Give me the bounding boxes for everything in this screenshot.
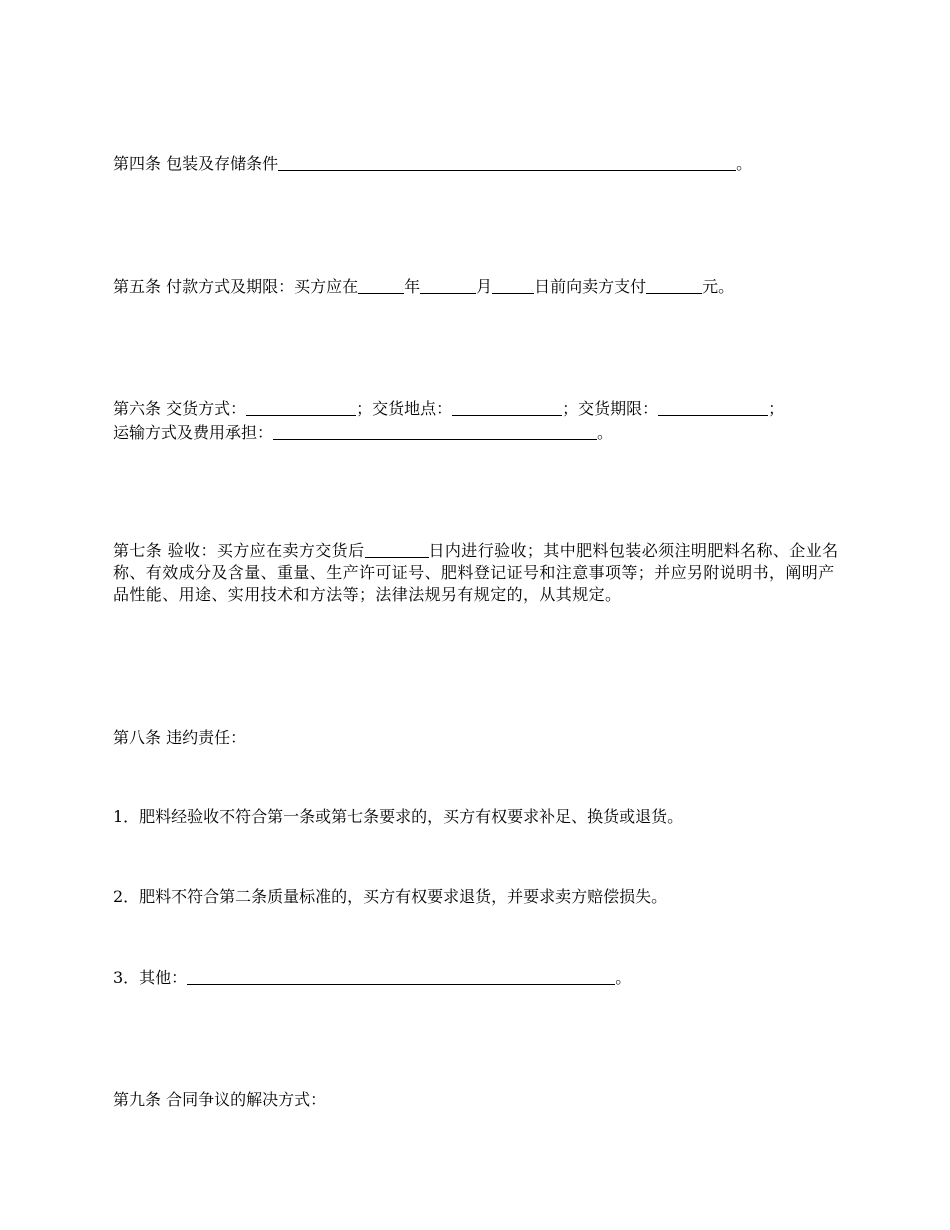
day-blank[interactable] — [492, 277, 534, 294]
article-8-item-1: 1．肥料经验收不符合第一条或第七条要求的，买方有权要求补足、换货或退货。 — [113, 807, 684, 826]
inspection-days-blank[interactable] — [365, 541, 429, 558]
delivery-period-blank[interactable] — [658, 399, 768, 416]
article-4-text: 第四条 包装及存储条件 — [113, 154, 279, 173]
delivery-method-blank[interactable] — [246, 399, 356, 416]
article-4: 第四条 包装及存储条件 。 — [113, 154, 753, 173]
article-4-blank[interactable] — [278, 154, 736, 171]
article-6-line-1: 第六条 交货方式： ；交货地点： ；交货期限： ； — [113, 399, 785, 418]
transport-cost-blank[interactable] — [273, 423, 597, 440]
delivery-place-blank[interactable] — [452, 399, 562, 416]
article-8-item-2: 2．肥料不符合第二条质量标准的，买方有权要求退货，并要求卖方赔偿损失。 — [113, 887, 668, 906]
amount-blank[interactable] — [646, 277, 702, 294]
article-8-title: 第八条 违约责任： — [113, 728, 247, 747]
article-9-title: 第九条 合同争议的解决方式： — [113, 1090, 327, 1109]
year-blank[interactable] — [358, 277, 404, 294]
other-blank[interactable] — [187, 968, 615, 985]
article-8-item-3: 3．其他： 。 — [113, 968, 632, 987]
article-6-line-2: 运输方式及费用承担： 。 — [113, 423, 614, 442]
month-blank[interactable] — [420, 277, 476, 294]
article-5: 第五条 付款方式及期限：买方应在 年 月 日前向卖方支付 元。 — [113, 277, 735, 296]
article-7: 第七条 验收：买方应在卖方交货后 日内进行验收；其中肥料包装必须注明肥料名称、企业名称、有效成分及含量、重量、生产许可证号、肥料登记证号和注意事项等；并应另附说明书，阐明产品性能、用途、实用技术和方法等；法律法规另有规定的，从其规定。 — [113, 541, 839, 604]
